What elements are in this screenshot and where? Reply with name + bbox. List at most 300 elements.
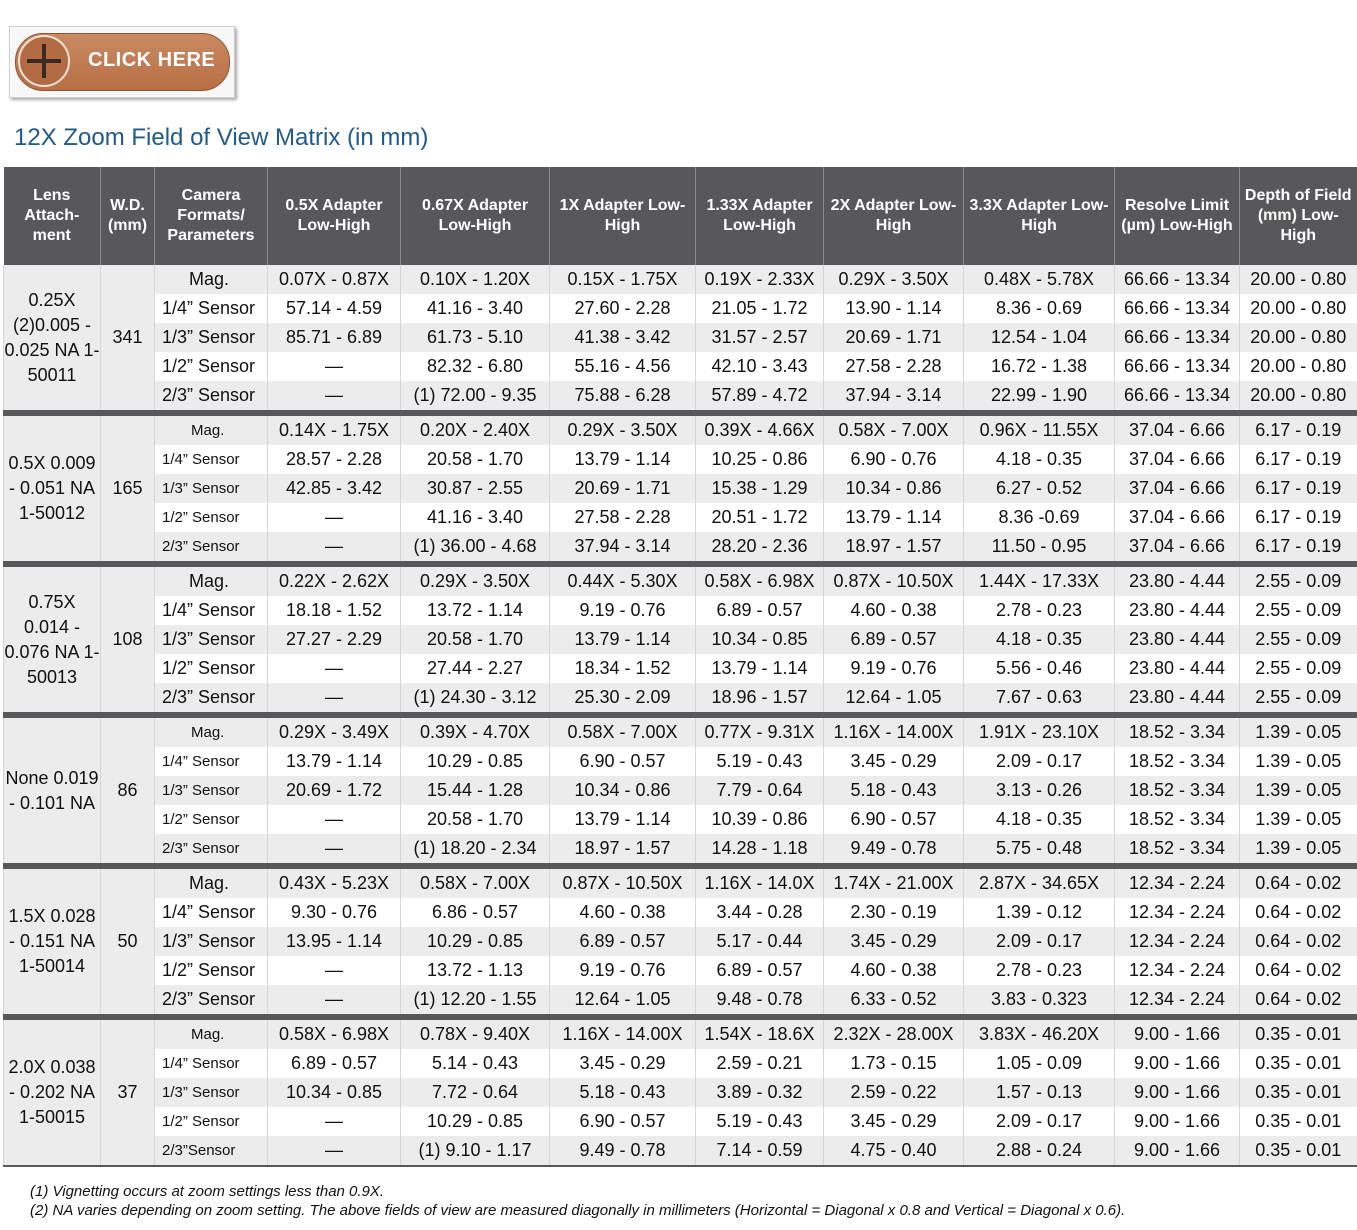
parameter-cell: 1/4” Sensor xyxy=(155,747,268,776)
table-row xyxy=(4,866,1357,898)
lens-attachment-cell: 0.25X (2)0.005 - 0.025 NA 1-50011 xyxy=(4,265,101,413)
value-cell: 10.34 - 0.85 xyxy=(268,1078,401,1107)
table-row xyxy=(4,474,1357,503)
parameter-cell: 1/3” Sensor xyxy=(155,323,268,352)
value-cell: 6.89 - 0.57 xyxy=(268,1049,401,1078)
value-cell: 16.72 - 1.38 xyxy=(964,352,1115,381)
value-cell: 37.04 - 6.66 xyxy=(1115,503,1240,532)
value-cell: 0.35 - 0.01 xyxy=(1240,1107,1357,1136)
value-cell: 4.60 - 0.38 xyxy=(550,898,696,927)
parameter-cell: 2/3” Sensor xyxy=(155,683,268,715)
value-cell: 22.99 - 1.90 xyxy=(964,381,1115,413)
value-cell: 66.66 - 13.34 xyxy=(1115,323,1240,352)
value-cell: 20.69 - 1.71 xyxy=(824,323,964,352)
value-cell: 0.48X - 5.78X xyxy=(964,265,1115,294)
value-cell: 27.27 - 2.29 xyxy=(268,625,401,654)
plus-circle-icon xyxy=(18,35,70,87)
table-row xyxy=(4,985,1357,1017)
value-cell: 10.25 - 0.86 xyxy=(696,445,824,474)
value-cell: 20.58 - 1.70 xyxy=(401,805,550,834)
table-row xyxy=(4,1017,1357,1049)
value-cell: 6.33 - 0.52 xyxy=(824,985,964,1017)
value-cell: 9.19 - 0.76 xyxy=(550,956,696,985)
working-distance-cell: 86 xyxy=(101,715,155,866)
value-cell: 6.27 - 0.52 xyxy=(964,474,1115,503)
header-adapter-33: 3.3X Adapter Low-High xyxy=(964,167,1115,265)
table-row xyxy=(4,445,1357,474)
lens-attachment-cell: 1.5X 0.028 - 0.151 NA 1-50014 xyxy=(4,866,101,1017)
lens-group xyxy=(4,265,1357,413)
footnote-1: (1) Vignetting occurs at zoom settings less than 0.9X. xyxy=(30,1183,385,1200)
value-cell: 12.64 - 1.05 xyxy=(824,683,964,715)
value-cell: 57.89 - 4.72 xyxy=(696,381,824,413)
header-resolve-limit: Resolve Limit (µm) Low-High xyxy=(1115,167,1240,265)
click-here-button-frame[interactable] xyxy=(9,26,235,98)
parameter-cell: Mag. xyxy=(155,265,268,294)
value-cell: 0.64 - 0.02 xyxy=(1240,866,1357,898)
working-distance-cell: 165 xyxy=(101,413,155,564)
table-row xyxy=(4,1107,1357,1136)
value-cell: 18.18 - 1.52 xyxy=(268,596,401,625)
value-cell: 0.58X - 6.98X xyxy=(696,564,824,596)
value-cell: 37.04 - 6.66 xyxy=(1115,413,1240,445)
value-cell: 1.39 - 0.05 xyxy=(1240,805,1357,834)
parameter-cell: 1/2” Sensor xyxy=(155,654,268,683)
table-row xyxy=(4,898,1357,927)
value-cell: 0.58X - 7.00X xyxy=(550,715,696,747)
value-cell: 4.60 - 0.38 xyxy=(824,956,964,985)
parameter-cell: Mag. xyxy=(155,413,268,445)
value-cell: 8.36 -0.69 xyxy=(964,503,1115,532)
value-cell: 0.64 - 0.02 xyxy=(1240,985,1357,1017)
value-cell: 13.79 - 1.14 xyxy=(550,805,696,834)
value-cell: 2.88 - 0.24 xyxy=(964,1136,1115,1166)
value-cell: 27.44 - 2.27 xyxy=(401,654,550,683)
value-cell: 8.36 - 0.69 xyxy=(964,294,1115,323)
value-cell: 9.19 - 0.76 xyxy=(824,654,964,683)
value-cell: (1) 36.00 - 4.68 xyxy=(401,532,550,564)
value-cell: 2.59 - 0.22 xyxy=(824,1078,964,1107)
value-cell: 0.07X - 0.87X xyxy=(268,265,401,294)
value-cell: 20.00 - 0.80 xyxy=(1240,294,1357,323)
working-distance-cell: 37 xyxy=(101,1017,155,1166)
value-cell: (1) 12.20 - 1.55 xyxy=(401,985,550,1017)
footnote-2: (2) NA varies depending on zoom setting. The above fields of view are measured diagonally in millimeters (Horizontal = Diagonal x 0.8 and Vertical = Diagonal x 0.6). xyxy=(30,1202,1126,1219)
parameter-cell: Mag. xyxy=(155,564,268,596)
value-cell: 2.32X - 28.00X xyxy=(824,1017,964,1049)
lens-group xyxy=(4,564,1357,715)
value-cell: 10.29 - 0.85 xyxy=(401,1107,550,1136)
value-cell: 28.57 - 2.28 xyxy=(268,445,401,474)
value-cell: 5.19 - 0.43 xyxy=(696,747,824,776)
value-cell: 6.89 - 0.57 xyxy=(550,927,696,956)
value-cell: 6.90 - 0.57 xyxy=(550,747,696,776)
value-cell: 0.96X - 11.55X xyxy=(964,413,1115,445)
value-cell: — xyxy=(268,956,401,985)
value-cell: 0.44X - 5.30X xyxy=(550,564,696,596)
header-adapter-133: 1.33X Adapter Low-High xyxy=(696,167,824,265)
value-cell: 5.14 - 0.43 xyxy=(401,1049,550,1078)
lens-attachment-cell: 0.5X 0.009 - 0.051 NA 1-50012 xyxy=(4,413,101,564)
value-cell: 10.34 - 0.86 xyxy=(550,776,696,805)
value-cell: 0.64 - 0.02 xyxy=(1240,956,1357,985)
click-here-label: CLICK HERE xyxy=(88,49,216,71)
value-cell: — xyxy=(268,683,401,715)
table-row xyxy=(4,805,1357,834)
value-cell: 6.90 - 0.57 xyxy=(550,1107,696,1136)
table-row xyxy=(4,927,1357,956)
value-cell: 3.45 - 0.29 xyxy=(824,927,964,956)
value-cell: 0.58X - 7.00X xyxy=(824,413,964,445)
value-cell: 0.64 - 0.02 xyxy=(1240,898,1357,927)
value-cell: 0.20X - 2.40X xyxy=(401,413,550,445)
table-header-row xyxy=(4,167,1357,265)
value-cell: 4.18 - 0.35 xyxy=(964,445,1115,474)
value-cell: 41.16 - 3.40 xyxy=(401,503,550,532)
value-cell: 37.94 - 3.14 xyxy=(824,381,964,413)
fov-matrix-table xyxy=(3,167,1357,1167)
header-adapter-05: 0.5X Adapter Low-High xyxy=(268,167,401,265)
value-cell: 42.10 - 3.43 xyxy=(696,352,824,381)
parameter-cell: 1/3” Sensor xyxy=(155,776,268,805)
value-cell: 5.18 - 0.43 xyxy=(550,1078,696,1107)
value-cell: 0.35 - 0.01 xyxy=(1240,1049,1357,1078)
value-cell: 5.56 - 0.46 xyxy=(964,654,1115,683)
value-cell: 31.57 - 2.57 xyxy=(696,323,824,352)
value-cell: 0.10X - 1.20X xyxy=(401,265,550,294)
table-row xyxy=(4,776,1357,805)
value-cell: 9.49 - 0.78 xyxy=(550,1136,696,1166)
value-cell: 1.39 - 0.05 xyxy=(1240,834,1357,866)
parameter-cell: Mag. xyxy=(155,866,268,898)
value-cell: 2.30 - 0.19 xyxy=(824,898,964,927)
value-cell: — xyxy=(268,352,401,381)
value-cell: 7.72 - 0.64 xyxy=(401,1078,550,1107)
lens-attachment-cell: 0.75X 0.014 - 0.076 NA 1-50013 xyxy=(4,564,101,715)
value-cell: 1.74X - 21.00X xyxy=(824,866,964,898)
parameter-cell: 1/3” Sensor xyxy=(155,625,268,654)
value-cell: 1.05 - 0.09 xyxy=(964,1049,1115,1078)
value-cell: 3.45 - 0.29 xyxy=(824,747,964,776)
parameter-cell: 1/4” Sensor xyxy=(155,445,268,474)
value-cell: 1.91X - 23.10X xyxy=(964,715,1115,747)
value-cell: 1.16X - 14.00X xyxy=(824,715,964,747)
value-cell: 9.00 - 1.66 xyxy=(1115,1017,1240,1049)
value-cell: 0.29X - 3.50X xyxy=(550,413,696,445)
value-cell: 10.29 - 0.85 xyxy=(401,747,550,776)
value-cell: 18.52 - 3.34 xyxy=(1115,805,1240,834)
value-cell: 0.22X - 2.62X xyxy=(268,564,401,596)
table-row xyxy=(4,1049,1357,1078)
value-cell: 5.17 - 0.44 xyxy=(696,927,824,956)
value-cell: 12.34 - 2.24 xyxy=(1115,956,1240,985)
value-cell: (1) 18.20 - 2.34 xyxy=(401,834,550,866)
value-cell: 23.80 - 4.44 xyxy=(1115,625,1240,654)
parameter-cell: 2/3”Sensor xyxy=(155,1136,268,1166)
value-cell: 2.78 - 0.23 xyxy=(964,956,1115,985)
value-cell: 5.75 - 0.48 xyxy=(964,834,1115,866)
value-cell: 10.34 - 0.85 xyxy=(696,625,824,654)
value-cell: 13.90 - 1.14 xyxy=(824,294,964,323)
value-cell: 1.16X - 14.0X xyxy=(696,866,824,898)
table-row xyxy=(4,294,1357,323)
value-cell: 15.44 - 1.28 xyxy=(401,776,550,805)
value-cell: 37.04 - 6.66 xyxy=(1115,532,1240,564)
value-cell: 20.69 - 1.71 xyxy=(550,474,696,503)
header-adapter-1: 1X Adapter Low-High xyxy=(550,167,696,265)
value-cell: 18.52 - 3.34 xyxy=(1115,834,1240,866)
working-distance-cell: 50 xyxy=(101,866,155,1017)
header-wd: W.D. (mm) xyxy=(101,167,155,265)
value-cell: 9.00 - 1.66 xyxy=(1115,1078,1240,1107)
value-cell: (1) 72.00 - 9.35 xyxy=(401,381,550,413)
header-depth-of-field: Depth of Field (mm) Low-High xyxy=(1240,167,1357,265)
value-cell: (1) 24.30 - 3.12 xyxy=(401,683,550,715)
table-row xyxy=(4,265,1357,294)
value-cell: 1.16X - 14.00X xyxy=(550,1017,696,1049)
value-cell: 1.39 - 0.05 xyxy=(1240,747,1357,776)
value-cell: 57.14 - 4.59 xyxy=(268,294,401,323)
value-cell: 2.09 - 0.17 xyxy=(964,927,1115,956)
parameter-cell: 1/4” Sensor xyxy=(155,596,268,625)
value-cell: 55.16 - 4.56 xyxy=(550,352,696,381)
value-cell: 13.79 - 1.14 xyxy=(696,654,824,683)
parameter-cell: 1/2” Sensor xyxy=(155,503,268,532)
value-cell: 6.89 - 0.57 xyxy=(696,956,824,985)
value-cell: 0.77X - 9.31X xyxy=(696,715,824,747)
table-row xyxy=(4,956,1357,985)
value-cell: 0.29X - 3.50X xyxy=(824,265,964,294)
header-lens: Lens Attach-ment xyxy=(4,167,101,265)
value-cell: 6.89 - 0.57 xyxy=(824,625,964,654)
value-cell: 18.52 - 3.34 xyxy=(1115,776,1240,805)
value-cell: 2.55 - 0.09 xyxy=(1240,564,1357,596)
value-cell: 4.18 - 0.35 xyxy=(964,805,1115,834)
value-cell: 20.51 - 1.72 xyxy=(696,503,824,532)
value-cell: 3.89 - 0.32 xyxy=(696,1078,824,1107)
value-cell: 66.66 - 13.34 xyxy=(1115,381,1240,413)
value-cell: 37.94 - 3.14 xyxy=(550,532,696,564)
value-cell: 20.00 - 0.80 xyxy=(1240,381,1357,413)
value-cell: 7.14 - 0.59 xyxy=(696,1136,824,1166)
value-cell: 61.73 - 5.10 xyxy=(401,323,550,352)
value-cell: 20.69 - 1.72 xyxy=(268,776,401,805)
value-cell: 6.17 - 0.19 xyxy=(1240,413,1357,445)
value-cell: — xyxy=(268,1107,401,1136)
value-cell: 0.35 - 0.01 xyxy=(1240,1078,1357,1107)
value-cell: 1.54X - 18.6X xyxy=(696,1017,824,1049)
value-cell: 0.15X - 1.75X xyxy=(550,265,696,294)
lens-group xyxy=(4,1017,1357,1166)
value-cell: 23.80 - 4.44 xyxy=(1115,654,1240,683)
value-cell: 5.19 - 0.43 xyxy=(696,1107,824,1136)
value-cell: 20.00 - 0.80 xyxy=(1240,323,1357,352)
table-row xyxy=(4,503,1357,532)
value-cell: 13.79 - 1.14 xyxy=(550,625,696,654)
table-row xyxy=(4,683,1357,715)
value-cell: — xyxy=(268,503,401,532)
value-cell: — xyxy=(268,381,401,413)
value-cell: 2.55 - 0.09 xyxy=(1240,596,1357,625)
value-cell: 9.30 - 0.76 xyxy=(268,898,401,927)
parameter-cell: 2/3” Sensor xyxy=(155,381,268,413)
value-cell: 6.17 - 0.19 xyxy=(1240,503,1357,532)
value-cell: 6.86 - 0.57 xyxy=(401,898,550,927)
value-cell: 30.87 - 2.55 xyxy=(401,474,550,503)
value-cell: — xyxy=(268,654,401,683)
parameter-cell: 1/2” Sensor xyxy=(155,805,268,834)
value-cell: 42.85 - 3.42 xyxy=(268,474,401,503)
value-cell: 6.17 - 0.19 xyxy=(1240,445,1357,474)
table-row xyxy=(4,564,1357,596)
lens-group xyxy=(4,715,1357,866)
value-cell: 18.97 - 1.57 xyxy=(824,532,964,564)
table-row xyxy=(4,352,1357,381)
value-cell: 66.66 - 13.34 xyxy=(1115,265,1240,294)
value-cell: 0.39X - 4.66X xyxy=(696,413,824,445)
parameter-cell: Mag. xyxy=(155,1017,268,1049)
value-cell: 0.87X - 10.50X xyxy=(824,564,964,596)
value-cell: 10.29 - 0.85 xyxy=(401,927,550,956)
value-cell: 13.79 - 1.14 xyxy=(824,503,964,532)
value-cell: 12.64 - 1.05 xyxy=(550,985,696,1017)
value-cell: 7.67 - 0.63 xyxy=(964,683,1115,715)
value-cell: 11.50 - 0.95 xyxy=(964,532,1115,564)
value-cell: 6.89 - 0.57 xyxy=(696,596,824,625)
table-row xyxy=(4,596,1357,625)
value-cell: 66.66 - 13.34 xyxy=(1115,294,1240,323)
value-cell: 9.00 - 1.66 xyxy=(1115,1136,1240,1166)
value-cell: 6.90 - 0.57 xyxy=(824,805,964,834)
page-title: 12X Zoom Field of View Matrix (in mm) xyxy=(14,124,429,151)
value-cell: 0.29X - 3.50X xyxy=(401,564,550,596)
value-cell: 3.13 - 0.26 xyxy=(964,776,1115,805)
parameter-cell: 1/2” Sensor xyxy=(155,1107,268,1136)
value-cell: 2.78 - 0.23 xyxy=(964,596,1115,625)
value-cell: 28.20 - 2.36 xyxy=(696,532,824,564)
value-cell: 2.55 - 0.09 xyxy=(1240,683,1357,715)
value-cell: 85.71 - 6.89 xyxy=(268,323,401,352)
parameter-cell: 1/4” Sensor xyxy=(155,294,268,323)
value-cell: 9.48 - 0.78 xyxy=(696,985,824,1017)
value-cell: 1.44X - 17.33X xyxy=(964,564,1115,596)
value-cell: 1.73 - 0.15 xyxy=(824,1049,964,1078)
parameter-cell: 2/3” Sensor xyxy=(155,532,268,564)
value-cell: 18.34 - 1.52 xyxy=(550,654,696,683)
table-row xyxy=(4,625,1357,654)
value-cell: 13.79 - 1.14 xyxy=(550,445,696,474)
value-cell: 0.39X - 4.70X xyxy=(401,715,550,747)
value-cell: 13.79 - 1.14 xyxy=(268,747,401,776)
parameter-cell: 1/3” Sensor xyxy=(155,1078,268,1107)
value-cell: 20.00 - 0.80 xyxy=(1240,352,1357,381)
table-row xyxy=(4,381,1357,413)
value-cell: 6.17 - 0.19 xyxy=(1240,532,1357,564)
value-cell: 12.34 - 2.24 xyxy=(1115,898,1240,927)
value-cell: 23.80 - 4.44 xyxy=(1115,564,1240,596)
parameter-cell: 2/3” Sensor xyxy=(155,834,268,866)
value-cell: 13.95 - 1.14 xyxy=(268,927,401,956)
value-cell: 15.38 - 1.29 xyxy=(696,474,824,503)
value-cell: 4.18 - 0.35 xyxy=(964,625,1115,654)
working-distance-cell: 108 xyxy=(101,564,155,715)
table-row xyxy=(4,532,1357,564)
value-cell: 13.72 - 1.14 xyxy=(401,596,550,625)
click-here-button[interactable] xyxy=(15,33,230,91)
value-cell: 0.19X - 2.33X xyxy=(696,265,824,294)
value-cell: 23.80 - 4.44 xyxy=(1115,683,1240,715)
value-cell: 3.83X - 46.20X xyxy=(964,1017,1115,1049)
header-adapter-2: 2X Adapter Low-High xyxy=(824,167,964,265)
value-cell: 10.34 - 0.86 xyxy=(824,474,964,503)
value-cell: 2.87X - 34.65X xyxy=(964,866,1115,898)
value-cell: 9.00 - 1.66 xyxy=(1115,1049,1240,1078)
value-cell: 7.79 - 0.64 xyxy=(696,776,824,805)
value-cell: 20.58 - 1.70 xyxy=(401,445,550,474)
value-cell: 12.34 - 2.24 xyxy=(1115,927,1240,956)
value-cell: 9.19 - 0.76 xyxy=(550,596,696,625)
value-cell: 1.39 - 0.12 xyxy=(964,898,1115,927)
table-row xyxy=(4,834,1357,866)
value-cell: 12.34 - 2.24 xyxy=(1115,866,1240,898)
parameter-cell: 2/3” Sensor xyxy=(155,985,268,1017)
parameter-cell: 1/2” Sensor xyxy=(155,956,268,985)
parameter-cell: 1/4” Sensor xyxy=(155,1049,268,1078)
value-cell: 41.16 - 3.40 xyxy=(401,294,550,323)
table-row xyxy=(4,747,1357,776)
value-cell: 18.96 - 1.57 xyxy=(696,683,824,715)
lens-group xyxy=(4,413,1357,564)
value-cell: 37.04 - 6.66 xyxy=(1115,474,1240,503)
value-cell: 12.54 - 1.04 xyxy=(964,323,1115,352)
value-cell: 1.39 - 0.05 xyxy=(1240,776,1357,805)
value-cell: 18.52 - 3.34 xyxy=(1115,715,1240,747)
value-cell: 0.64 - 0.02 xyxy=(1240,927,1357,956)
value-cell: 6.90 - 0.76 xyxy=(824,445,964,474)
value-cell: 9.00 - 1.66 xyxy=(1115,1107,1240,1136)
value-cell: 14.28 - 1.18 xyxy=(696,834,824,866)
value-cell: 41.38 - 3.42 xyxy=(550,323,696,352)
value-cell: 2.09 - 0.17 xyxy=(964,747,1115,776)
table-row xyxy=(4,715,1357,747)
value-cell: 12.34 - 2.24 xyxy=(1115,985,1240,1017)
value-cell: 27.58 - 2.28 xyxy=(550,503,696,532)
value-cell: 27.58 - 2.28 xyxy=(824,352,964,381)
value-cell: — xyxy=(268,834,401,866)
header-adapter-067: 0.67X Adapter Low-High xyxy=(401,167,550,265)
value-cell: 2.55 - 0.09 xyxy=(1240,654,1357,683)
value-cell: 0.29X - 3.49X xyxy=(268,715,401,747)
value-cell: 18.97 - 1.57 xyxy=(550,834,696,866)
value-cell: 66.66 - 13.34 xyxy=(1115,352,1240,381)
value-cell: 1.57 - 0.13 xyxy=(964,1078,1115,1107)
value-cell: 9.49 - 0.78 xyxy=(824,834,964,866)
value-cell: 0.58X - 7.00X xyxy=(401,866,550,898)
value-cell: 0.87X - 10.50X xyxy=(550,866,696,898)
lens-group xyxy=(4,866,1357,1017)
table-row xyxy=(4,1078,1357,1107)
parameter-cell: Mag. xyxy=(155,715,268,747)
value-cell: 0.35 - 0.01 xyxy=(1240,1136,1357,1166)
value-cell: 13.72 - 1.13 xyxy=(401,956,550,985)
table-row xyxy=(4,654,1357,683)
value-cell: 0.14X - 1.75X xyxy=(268,413,401,445)
value-cell: 75.88 - 6.28 xyxy=(550,381,696,413)
table-row xyxy=(4,413,1357,445)
value-cell: 4.75 - 0.40 xyxy=(824,1136,964,1166)
parameter-cell: 1/3” Sensor xyxy=(155,927,268,956)
table-row xyxy=(4,1136,1357,1166)
